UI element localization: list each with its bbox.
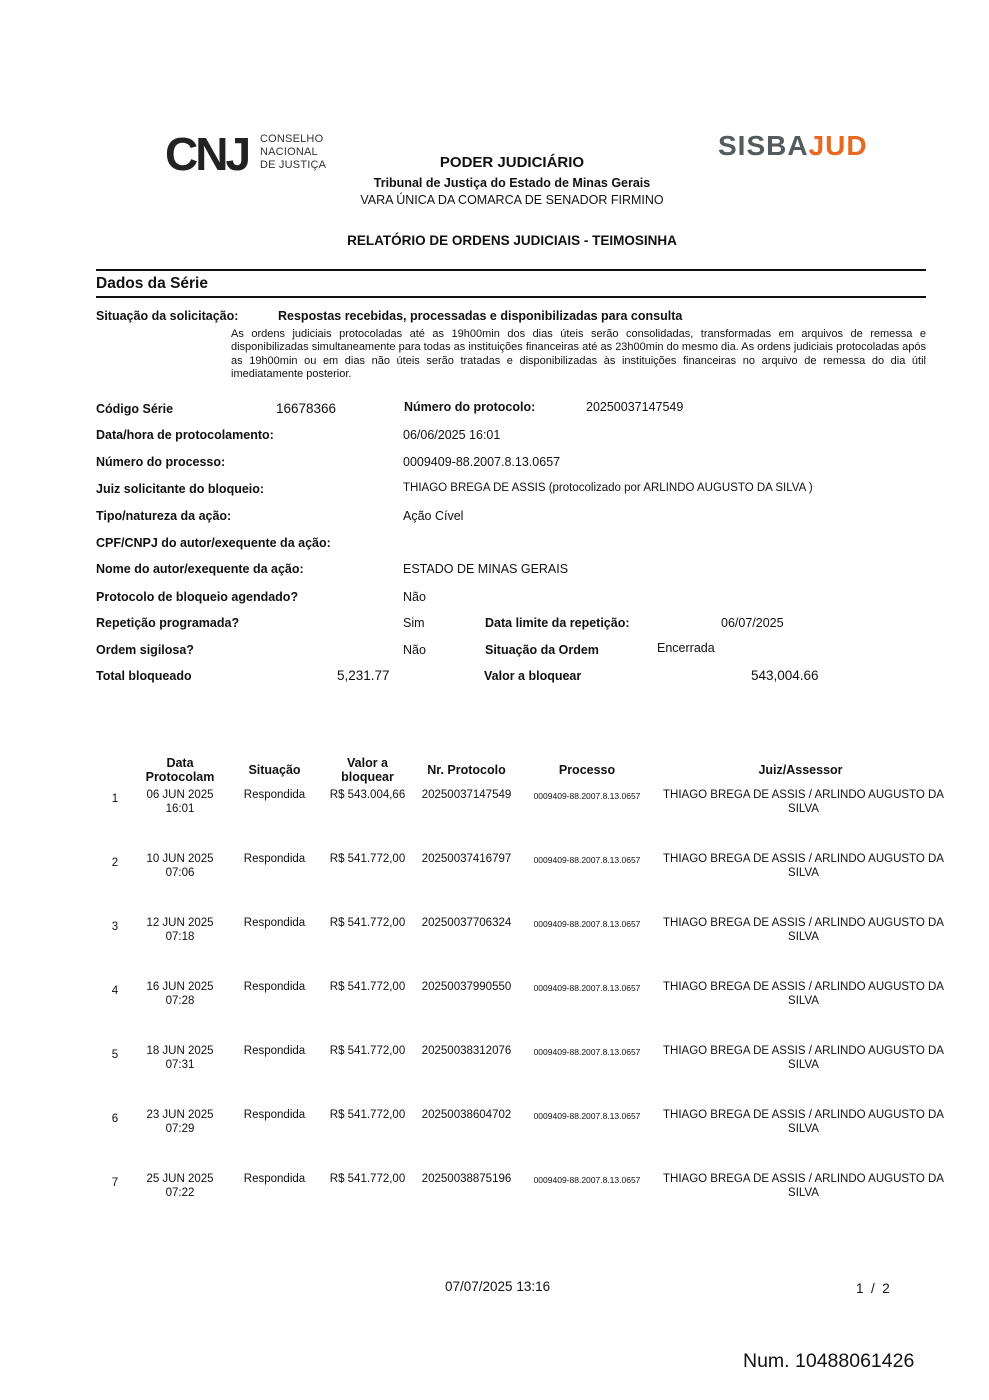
row-juiz: THIAGO BREGA DE ASSIS / ARLINDO AUGUSTO DA SILVA <box>663 1045 944 1071</box>
sigilosa-label: Ordem sigilosa? <box>96 643 194 657</box>
repeticao-value: Sim <box>403 616 425 630</box>
page-number: 1 / 2 <box>856 1281 890 1296</box>
orders-table <box>96 752 948 1236</box>
col-index <box>96 752 134 788</box>
row-protocolo: 20250038604702 <box>421 1109 512 1121</box>
codigo-serie-label: Código Série <box>96 402 174 416</box>
row-situacao: Respondida <box>243 1173 306 1185</box>
col-juiz: Juiz/Assessor <box>758 763 843 777</box>
col-valor: Valor a bloquear <box>341 756 394 784</box>
data-protocolamento-label: Data/hora de protocolamento: <box>96 428 274 442</box>
row-index: 4 <box>111 985 119 997</box>
row-date: 06 JUN 2025 16:01 <box>146 789 214 815</box>
row-situacao: Respondida <box>243 981 306 993</box>
situacao-ordem-value: Encerrada <box>657 641 715 655</box>
row-valor: R$ 541.772,00 <box>329 981 406 993</box>
valor-bloquear-value: 543,004.66 <box>751 668 819 683</box>
situacao-label: Situação da solicitação: <box>96 309 239 323</box>
sisbajud-logo: SISBAJUD <box>718 130 868 161</box>
divider-top <box>96 269 926 271</box>
row-juiz: THIAGO BREGA DE ASSIS / ARLINDO AUGUSTO DA SILVA <box>663 853 944 879</box>
row-valor: R$ 541.772,00 <box>329 1045 406 1057</box>
nome-autor-label: Nome do autor/exequente da ação: <box>96 562 304 576</box>
row-processo: 0009409-88.2007.8.13.0657 <box>533 855 641 865</box>
row-valor: R$ 541.772,00 <box>329 917 406 929</box>
row-processo: 0009409-88.2007.8.13.0657 <box>533 1111 641 1121</box>
tipo-acao-label: Tipo/natureza da ação: <box>96 509 232 523</box>
row-processo: 0009409-88.2007.8.13.0657 <box>533 791 641 801</box>
repeticao-label: Repetição programada? <box>96 616 240 630</box>
row-protocolo: 20250038312076 <box>421 1045 512 1057</box>
table-row <box>96 980 948 1044</box>
situacao-value: Respostas recebidas, processadas e disponibilizadas para consulta <box>278 309 683 323</box>
row-valor: R$ 543.004,66 <box>329 789 406 801</box>
numero-processo-label: Número do processo: <box>96 455 226 469</box>
row-index: 3 <box>111 921 119 933</box>
nome-autor-value: ESTADO DE MINAS GERAIS <box>403 562 569 576</box>
table-row <box>96 852 948 916</box>
situacao-ordem-label: Situação da Ordem <box>485 643 599 657</box>
total-bloqueado-value: 5,231.77 <box>337 668 390 683</box>
row-juiz: THIAGO BREGA DE ASSIS / ARLINDO AUGUSTO DA SILVA <box>663 1109 944 1135</box>
juiz-value: THIAGO BREGA DE ASSIS (protocolizado por ARLINDO AUGUSTO DA SILVA ) <box>403 482 813 494</box>
valor-bloquear-label: Valor a bloquear <box>484 669 582 683</box>
footer-datetime: 07/07/2025 13:16 <box>445 1279 551 1294</box>
heading-tribunal: Tribunal de Justiça do Estado de Minas Gerais <box>373 176 651 190</box>
table-header-row <box>96 752 948 788</box>
protocolo-label: Número do protocolo: <box>404 400 536 414</box>
table-row <box>96 1172 948 1236</box>
table-row <box>96 788 948 852</box>
total-bloqueado-label: Total bloqueado <box>96 669 192 683</box>
col-protocolo: Nr. Protocolo <box>427 763 506 777</box>
document-number: Num. 10488061426 <box>743 1350 915 1372</box>
row-date: 12 JUN 2025 07:18 <box>146 917 214 943</box>
row-index: 2 <box>111 857 119 869</box>
row-situacao: Respondida <box>243 1109 306 1121</box>
situacao-description: As ordens judiciais protocoladas até as 19h00min dos dias úteis serão consolidadas, transformadas em arquivos de remessa e disponibilizadas simultaneamente para todas as instituições financeiras até as 23h00min do mesmo dia. As ordens judiciais protocoladas após as 19h00min ou em dias não úteis serão tratadas e disponibilizadas às instituições financeiras no arquivo de remessa do dia útil imediatamente posterior. <box>231 328 926 380</box>
sigilosa-value: Não <box>403 643 426 657</box>
row-processo: 0009409-88.2007.8.13.0657 <box>533 1175 641 1185</box>
row-situacao: Respondida <box>243 853 306 865</box>
row-juiz: THIAGO BREGA DE ASSIS / ARLINDO AUGUSTO DA SILVA <box>663 981 944 1007</box>
section-title: Dados da Série <box>96 275 208 292</box>
table-row <box>96 1108 948 1172</box>
row-date: 25 JUN 2025 07:22 <box>146 1173 214 1199</box>
heading-poder: PODER JUDICIÁRIO <box>439 154 585 171</box>
data-limite-value: 06/07/2025 <box>721 616 784 630</box>
agendado-value: Não <box>403 590 426 604</box>
svg-text:CNJ: CNJ <box>165 130 249 176</box>
row-protocolo: 20250037990550 <box>421 981 512 993</box>
row-date: 23 JUN 2025 07:29 <box>146 1109 214 1135</box>
cnj-logo-text: CONSELHO NACIONAL DE JUSTIÇA <box>260 133 327 171</box>
row-protocolo: 20250037416797 <box>421 853 512 865</box>
tipo-acao-value: Ação Cível <box>403 509 464 523</box>
row-processo: 0009409-88.2007.8.13.0657 <box>533 919 641 929</box>
row-juiz: THIAGO BREGA DE ASSIS / ARLINDO AUGUSTO DA SILVA <box>663 1173 944 1199</box>
juiz-label: Juiz solicitante do bloqueio: <box>96 482 265 496</box>
col-processo: Processo <box>558 763 616 777</box>
table-row <box>96 916 948 980</box>
data-protocolamento-value: 06/06/2025 16:01 <box>403 428 501 442</box>
row-date: 10 JUN 2025 07:06 <box>146 853 214 879</box>
row-protocolo: 20250038875196 <box>421 1173 512 1185</box>
row-valor: R$ 541.772,00 <box>329 853 406 865</box>
row-situacao: Respondida <box>243 789 306 801</box>
row-date: 16 JUN 2025 07:28 <box>146 981 214 1007</box>
row-index: 6 <box>111 1113 119 1125</box>
row-index: 1 <box>111 793 119 805</box>
row-situacao: Respondida <box>243 1045 306 1057</box>
row-protocolo: 20250037706324 <box>421 917 512 929</box>
row-valor: R$ 541.772,00 <box>329 1109 406 1121</box>
row-date: 18 JUN 2025 07:31 <box>146 1045 214 1071</box>
divider-bottom <box>96 296 926 298</box>
codigo-serie-value: 16678366 <box>276 401 337 416</box>
protocolo-value: 20250037147549 <box>586 400 684 414</box>
data-limite-label: Data limite da repetição: <box>485 616 630 630</box>
row-processo: 0009409-88.2007.8.13.0657 <box>533 983 641 993</box>
col-data: Data Protocolam <box>145 756 215 784</box>
table-row <box>96 1044 948 1108</box>
row-juiz: THIAGO BREGA DE ASSIS / ARLINDO AUGUSTO DA SILVA <box>663 917 944 943</box>
row-situacao: Respondida <box>243 917 306 929</box>
row-index: 5 <box>111 1049 119 1061</box>
heading-vara: VARA ÚNICA DA COMARCA DE SENADOR FIRMINO <box>360 193 664 207</box>
row-index: 7 <box>111 1177 119 1189</box>
row-valor: R$ 541.772,00 <box>329 1173 406 1185</box>
col-situacao: Situação <box>248 763 301 777</box>
row-protocolo: 20250037147549 <box>421 789 512 801</box>
row-processo: 0009409-88.2007.8.13.0657 <box>533 1047 641 1057</box>
numero-processo-value: 0009409-88.2007.8.13.0657 <box>403 455 561 469</box>
agendado-label: Protocolo de bloqueio agendado? <box>96 590 299 604</box>
cpf-cnpj-label: CPF/CNPJ do autor/exequente da ação: <box>96 536 331 550</box>
report-title: RELATÓRIO DE ORDENS JUDICIAIS - TEIMOSINHA <box>347 233 677 248</box>
row-juiz: THIAGO BREGA DE ASSIS / ARLINDO AUGUSTO DA SILVA <box>663 789 944 815</box>
